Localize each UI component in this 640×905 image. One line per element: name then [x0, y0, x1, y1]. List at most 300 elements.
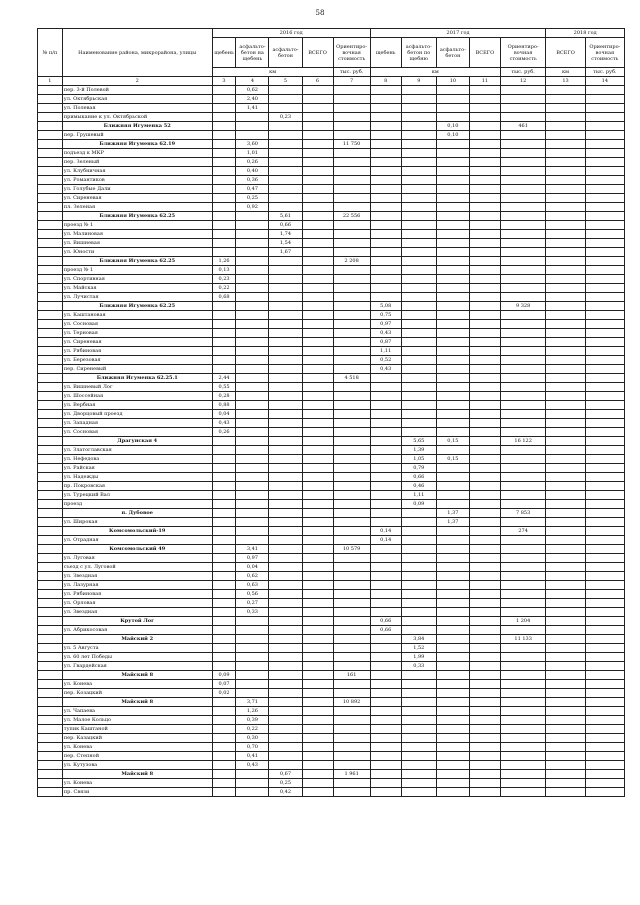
street-name-cell: ул. Звездная [62, 608, 212, 617]
value-cell [38, 626, 63, 635]
section-name-cell: Ближняя Игуменка 62.25 [62, 212, 212, 221]
table-row [38, 275, 625, 284]
value-cell [370, 293, 401, 302]
value-cell [269, 689, 302, 698]
value-cell: 0,62 [236, 572, 269, 581]
street-name-cell: ул. Сиреневая [62, 338, 212, 347]
value-cell [469, 590, 500, 599]
value-cell [302, 473, 333, 482]
column-number: 1 [38, 77, 63, 86]
street-name-cell: ул. Звездная [62, 572, 212, 581]
value-cell [38, 707, 63, 716]
value-cell [469, 221, 500, 230]
value-cell [401, 176, 436, 185]
value-cell [469, 266, 500, 275]
value-cell [436, 428, 469, 437]
value-cell [585, 662, 624, 671]
street-name-cell: ул. Рябиновая [62, 347, 212, 356]
header-cost-2017: Ориентиро-вочная стоимость [500, 38, 545, 68]
value-cell [333, 176, 370, 185]
value-cell [401, 770, 436, 779]
section-row [38, 437, 625, 446]
value-cell [370, 248, 401, 257]
value-cell [38, 761, 63, 770]
value-cell: 2,44 [212, 374, 236, 383]
value-cell [469, 410, 500, 419]
value-cell [436, 410, 469, 419]
value-cell [469, 113, 500, 122]
value-cell [212, 320, 236, 329]
value-cell [436, 716, 469, 725]
value-cell [585, 527, 624, 536]
section-row [38, 635, 625, 644]
street-name-cell: ул. Дворцовый проезд [62, 410, 212, 419]
value-cell [546, 194, 585, 203]
value-cell [401, 761, 436, 770]
value-cell [546, 617, 585, 626]
table-row [38, 464, 625, 473]
value-cell [269, 284, 302, 293]
value-cell [236, 770, 269, 779]
section-row [38, 257, 625, 266]
value-cell [436, 320, 469, 329]
value-cell [38, 149, 63, 158]
value-cell [212, 536, 236, 545]
value-cell [436, 635, 469, 644]
value-cell [585, 293, 624, 302]
value-cell [500, 284, 545, 293]
value-cell: 0,47 [236, 185, 269, 194]
value-cell [469, 383, 500, 392]
street-name-cell: пл. Зеленая [62, 203, 212, 212]
value-cell [546, 284, 585, 293]
value-cell [236, 527, 269, 536]
value-cell [546, 374, 585, 383]
value-cell [469, 437, 500, 446]
value-cell: 0,75 [370, 311, 401, 320]
value-cell [469, 95, 500, 104]
value-cell [370, 581, 401, 590]
value-cell [370, 680, 401, 689]
value-cell [38, 653, 63, 662]
value-cell [302, 131, 333, 140]
value-cell: 0,04 [236, 563, 269, 572]
value-cell [370, 644, 401, 653]
value-cell [546, 257, 585, 266]
header-total-2017: ВСЕГО [469, 38, 500, 68]
value-cell [212, 158, 236, 167]
value-cell [585, 392, 624, 401]
street-name-cell: ул. Вишневая [62, 239, 212, 248]
value-cell [500, 725, 545, 734]
value-cell [302, 140, 333, 149]
value-cell [546, 545, 585, 554]
value-cell [38, 680, 63, 689]
value-cell [333, 437, 370, 446]
value-cell [436, 698, 469, 707]
value-cell [333, 743, 370, 752]
value-cell [401, 671, 436, 680]
value-cell [212, 473, 236, 482]
value-cell [38, 518, 63, 527]
header-unit-km-2017: км [370, 68, 500, 77]
value-cell [38, 743, 63, 752]
value-cell [269, 194, 302, 203]
value-cell [469, 491, 500, 500]
section-name-cell: Комсомольский-19 [62, 527, 212, 536]
value-cell [436, 653, 469, 662]
value-cell [38, 563, 63, 572]
value-cell [38, 383, 63, 392]
value-cell [370, 500, 401, 509]
value-cell [370, 140, 401, 149]
value-cell [269, 491, 302, 500]
value-cell [370, 185, 401, 194]
value-cell [212, 608, 236, 617]
value-cell [546, 329, 585, 338]
value-cell: 9 328 [500, 302, 545, 311]
value-cell [333, 410, 370, 419]
value-cell [302, 338, 333, 347]
street-name-cell: ул. Малиновая [62, 230, 212, 239]
value-cell [436, 176, 469, 185]
value-cell [546, 95, 585, 104]
value-cell [500, 500, 545, 509]
value-cell [269, 761, 302, 770]
value-cell [401, 374, 436, 383]
value-cell [436, 689, 469, 698]
value-cell [436, 293, 469, 302]
street-name-cell: ул. Лазурная [62, 581, 212, 590]
table-row [38, 644, 625, 653]
street-name-cell: ул. Майская [62, 284, 212, 293]
value-cell [236, 410, 269, 419]
value-cell [585, 536, 624, 545]
street-name-cell: ул. Абрикосовая [62, 626, 212, 635]
value-cell [500, 167, 545, 176]
value-cell [585, 590, 624, 599]
value-cell [302, 464, 333, 473]
value-cell: 1 204 [500, 617, 545, 626]
value-cell [500, 248, 545, 257]
value-cell [269, 158, 302, 167]
value-cell [302, 185, 333, 194]
value-cell [302, 545, 333, 554]
value-cell [370, 230, 401, 239]
value-cell: 0,26 [236, 158, 269, 167]
value-cell [546, 662, 585, 671]
value-cell [302, 167, 333, 176]
street-name-cell: ул. Райская [62, 464, 212, 473]
value-cell [236, 131, 269, 140]
value-cell [370, 410, 401, 419]
value-cell [38, 464, 63, 473]
value-cell [469, 176, 500, 185]
value-cell [333, 725, 370, 734]
value-cell [212, 572, 236, 581]
value-cell [585, 194, 624, 203]
value-cell [585, 347, 624, 356]
value-cell [469, 752, 500, 761]
value-cell [333, 626, 370, 635]
value-cell [401, 104, 436, 113]
value-cell [38, 230, 63, 239]
value-cell [236, 464, 269, 473]
value-cell [469, 356, 500, 365]
value-cell [500, 743, 545, 752]
value-cell [401, 734, 436, 743]
value-cell [212, 149, 236, 158]
value-cell [500, 383, 545, 392]
value-cell [500, 491, 545, 500]
value-cell [500, 644, 545, 653]
value-cell [302, 347, 333, 356]
value-cell [212, 527, 236, 536]
value-cell [546, 527, 585, 536]
value-cell [469, 617, 500, 626]
value-cell [302, 455, 333, 464]
value-cell: 5,08 [370, 302, 401, 311]
section-name-cell: Ближняя Игуменка 62.25 [62, 257, 212, 266]
table-row [38, 572, 625, 581]
value-cell [333, 356, 370, 365]
value-cell [469, 788, 500, 797]
value-cell [302, 599, 333, 608]
value-cell [302, 311, 333, 320]
value-cell [269, 590, 302, 599]
table-row [38, 428, 625, 437]
value-cell [436, 626, 469, 635]
value-cell [370, 662, 401, 671]
value-cell [436, 230, 469, 239]
value-cell [269, 347, 302, 356]
street-name-cell: ул. Березовая [62, 356, 212, 365]
value-cell [333, 716, 370, 725]
table-row [38, 149, 625, 158]
value-cell [269, 176, 302, 185]
value-cell [436, 491, 469, 500]
value-cell [38, 104, 63, 113]
value-cell [333, 599, 370, 608]
value-cell [585, 365, 624, 374]
value-cell [370, 374, 401, 383]
value-cell [401, 221, 436, 230]
value-cell [38, 185, 63, 194]
table-row [38, 176, 625, 185]
value-cell [236, 302, 269, 311]
value-cell [269, 644, 302, 653]
value-cell [269, 95, 302, 104]
value-cell [302, 779, 333, 788]
value-cell [269, 608, 302, 617]
value-cell [500, 554, 545, 563]
value-cell [401, 680, 436, 689]
value-cell [370, 176, 401, 185]
value-cell: 461 [500, 122, 545, 131]
value-cell [333, 617, 370, 626]
value-cell [38, 581, 63, 590]
value-cell [436, 338, 469, 347]
table-row [38, 761, 625, 770]
value-cell [212, 482, 236, 491]
table-row [38, 725, 625, 734]
value-cell [269, 716, 302, 725]
value-cell [500, 320, 545, 329]
value-cell [212, 581, 236, 590]
table-row [38, 320, 625, 329]
value-cell [302, 383, 333, 392]
value-cell [436, 554, 469, 563]
section-name-cell: Драгунская 4 [62, 437, 212, 446]
section-row [38, 527, 625, 536]
value-cell [38, 644, 63, 653]
value-cell [401, 266, 436, 275]
street-name-cell: ул. Романтиков [62, 176, 212, 185]
value-cell [269, 167, 302, 176]
value-cell [269, 671, 302, 680]
value-cell [212, 500, 236, 509]
value-cell [546, 176, 585, 185]
value-cell: 0,07 [212, 680, 236, 689]
value-cell [333, 752, 370, 761]
value-cell [469, 329, 500, 338]
value-cell [546, 212, 585, 221]
value-cell [469, 626, 500, 635]
value-cell: 0,25 [236, 194, 269, 203]
value-cell [585, 653, 624, 662]
value-cell [469, 230, 500, 239]
value-cell [469, 149, 500, 158]
value-cell [333, 185, 370, 194]
value-cell [302, 230, 333, 239]
value-cell [500, 482, 545, 491]
value-cell [500, 113, 545, 122]
value-cell [500, 347, 545, 356]
value-cell [370, 788, 401, 797]
street-name-cell: ул. Чапаева [62, 707, 212, 716]
street-name-cell: ул. Луговая [62, 554, 212, 563]
value-cell [333, 311, 370, 320]
value-cell [269, 536, 302, 545]
value-cell [585, 374, 624, 383]
table-row [38, 599, 625, 608]
header-year-2016: 2016 год [212, 29, 370, 38]
value-cell [302, 770, 333, 779]
section-row [38, 302, 625, 311]
value-cell [269, 473, 302, 482]
value-cell [302, 572, 333, 581]
value-cell [585, 680, 624, 689]
value-cell [500, 788, 545, 797]
value-cell [333, 266, 370, 275]
section-row [38, 545, 625, 554]
value-cell [302, 671, 333, 680]
value-cell [401, 284, 436, 293]
column-number-row [38, 77, 625, 86]
value-cell [212, 140, 236, 149]
value-cell [38, 599, 63, 608]
value-cell [236, 392, 269, 401]
value-cell [585, 149, 624, 158]
value-cell [436, 275, 469, 284]
value-cell [38, 248, 63, 257]
value-cell [401, 572, 436, 581]
value-cell [302, 257, 333, 266]
street-name-cell: ул. Сиреневая [62, 194, 212, 203]
value-cell: 0,22 [212, 284, 236, 293]
value-cell [546, 788, 585, 797]
street-name-cell: ул. Западная [62, 419, 212, 428]
value-cell: 1,54 [269, 239, 302, 248]
table-row [38, 590, 625, 599]
value-cell: 274 [500, 527, 545, 536]
value-cell [500, 689, 545, 698]
value-cell: 0,33 [401, 662, 436, 671]
value-cell [370, 212, 401, 221]
value-cell [212, 554, 236, 563]
value-cell: 1,41 [236, 104, 269, 113]
value-cell: 0,10 [436, 131, 469, 140]
value-cell [436, 167, 469, 176]
value-cell [38, 320, 63, 329]
value-cell [585, 401, 624, 410]
value-cell [333, 158, 370, 167]
value-cell [38, 536, 63, 545]
value-cell [38, 590, 63, 599]
value-cell [38, 437, 63, 446]
value-cell [469, 743, 500, 752]
value-cell [469, 599, 500, 608]
value-cell [302, 104, 333, 113]
street-name-cell: ул. Терновая [62, 329, 212, 338]
value-cell [38, 410, 63, 419]
value-cell [500, 464, 545, 473]
value-cell: 1,26 [212, 257, 236, 266]
value-cell [546, 779, 585, 788]
value-cell [585, 671, 624, 680]
section-row [38, 122, 625, 131]
value-cell: 3,41 [236, 545, 269, 554]
value-cell: 0,10 [436, 122, 469, 131]
value-cell [546, 635, 585, 644]
value-cell [212, 239, 236, 248]
value-cell [212, 716, 236, 725]
value-cell [269, 86, 302, 95]
value-cell [236, 617, 269, 626]
value-cell [500, 599, 545, 608]
value-cell: 0,14 [370, 536, 401, 545]
value-cell: 0,43 [370, 329, 401, 338]
value-cell [401, 518, 436, 527]
value-cell [302, 221, 333, 230]
value-cell: 10 892 [333, 698, 370, 707]
value-cell [469, 428, 500, 437]
value-cell [236, 482, 269, 491]
section-row [38, 671, 625, 680]
value-cell: 0,40 [236, 167, 269, 176]
table-row [38, 455, 625, 464]
value-cell [370, 590, 401, 599]
column-number: 5 [269, 77, 302, 86]
value-cell [500, 455, 545, 464]
street-name-cell: ул. Широкая [62, 518, 212, 527]
value-cell [546, 356, 585, 365]
value-cell [585, 410, 624, 419]
street-name-cell: ул. Златоглавская [62, 446, 212, 455]
value-cell [212, 464, 236, 473]
value-cell [436, 707, 469, 716]
value-cell [212, 491, 236, 500]
